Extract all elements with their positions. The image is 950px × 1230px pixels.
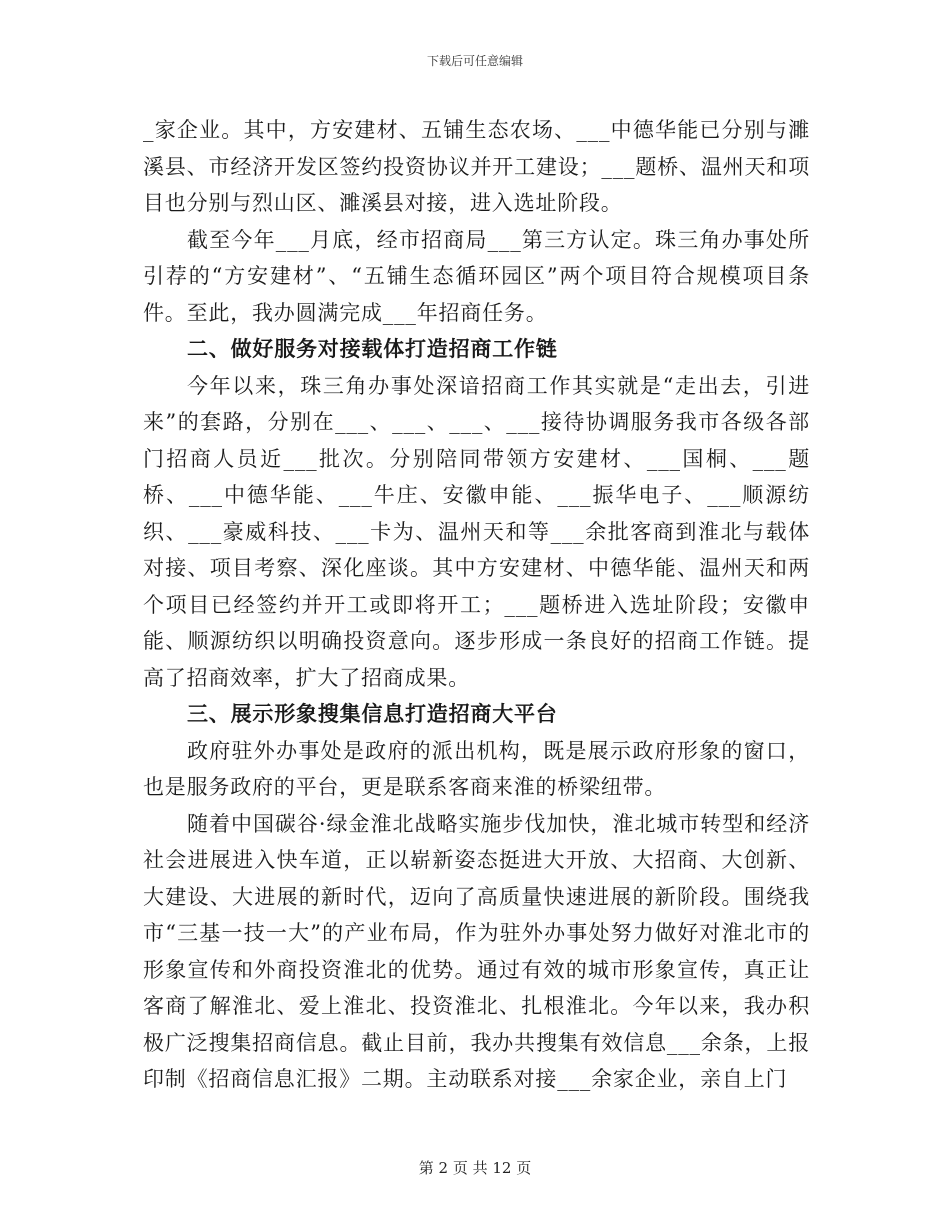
paragraph: 截至今年___月底，经市招商局___第三方认定。珠三角办事处所引荐的“方安建材”、“五铺生态循环园区”两个项目符合规模项目条件。至此，我办圆满完成___年招商任务。 bbox=[143, 227, 810, 325]
section-heading: 三、展示形象搜集信息打造招商大平台 bbox=[187, 701, 558, 726]
page-footer: 第 2 页 共 12 页 bbox=[418, 1159, 532, 1177]
paragraph: _家企业。其中，方安建材、五铺生态农场、___中德华能已分别与濉溪县、市经济开发区签约投资协议并开工建设；___题桥、温州天和项目也分别与烈山区、濉溪县对接，进入选址阶段。 bbox=[143, 118, 810, 215]
paragraph: 今年以来，珠三角办事处深谙招商工作其实就是“走出去，引进来”的套路，分别在___、___、___、___接待协调服务我市各级各部门招商人员近___批次。分别陪同带领方安建材、___国桐、___题桥、___中德华能、___牛庄、安徽申能、___振华电子、___顺源纺织、___豪威科技、___卡为、温州天和等___余批客商到淮北与载体对接、项目考察、深化座谈。其中方安建材、中德华能、温州天和两个项目已经签约并开工或即将开工；___题桥进入选址阶段；安徽申能、顺源纺织以明确投资意向。逐步形成一条良好的招商工作链。提高了招商效率，扩大了招商成果。 bbox=[143, 373, 810, 690]
section-heading: 二、做好服务对接载体打造招商工作链 bbox=[187, 336, 558, 361]
document-body bbox=[143, 112, 810, 1098]
paragraph: 随着中国碳谷·绿金淮北战略实施步伐加快，淮北城市转型和经济社会进展进入快车道，正以崭新姿态挺进大开放、大招商、大创新、大建设、大进展的新时代，迈向了高质量快速进展的新阶段。围绕我市“三基一技一大”的产业布局，作为驻外办事处努力做好对淮北市的形象宣传和外商投资淮北的优势。通过有效的城市形象宣传，真正让客商了解淮北、爱上淮北、投资淮北、扎根淮北。今年以来，我办积极广泛搜集招商信息。截止目前，我办共搜集有效信息___余条，上报印制《招商信息汇报》二期。主动联系对接___余家企业，亲自上门 bbox=[143, 811, 810, 1091]
page-header: 下载后可任意编辑 bbox=[426, 54, 523, 68]
paragraph: 政府驻外办事处是政府的派出机构，既是展示政府形象的窗口，也是服务政府的平台，更是联系客商来淮的桥梁纽带。 bbox=[143, 738, 810, 799]
